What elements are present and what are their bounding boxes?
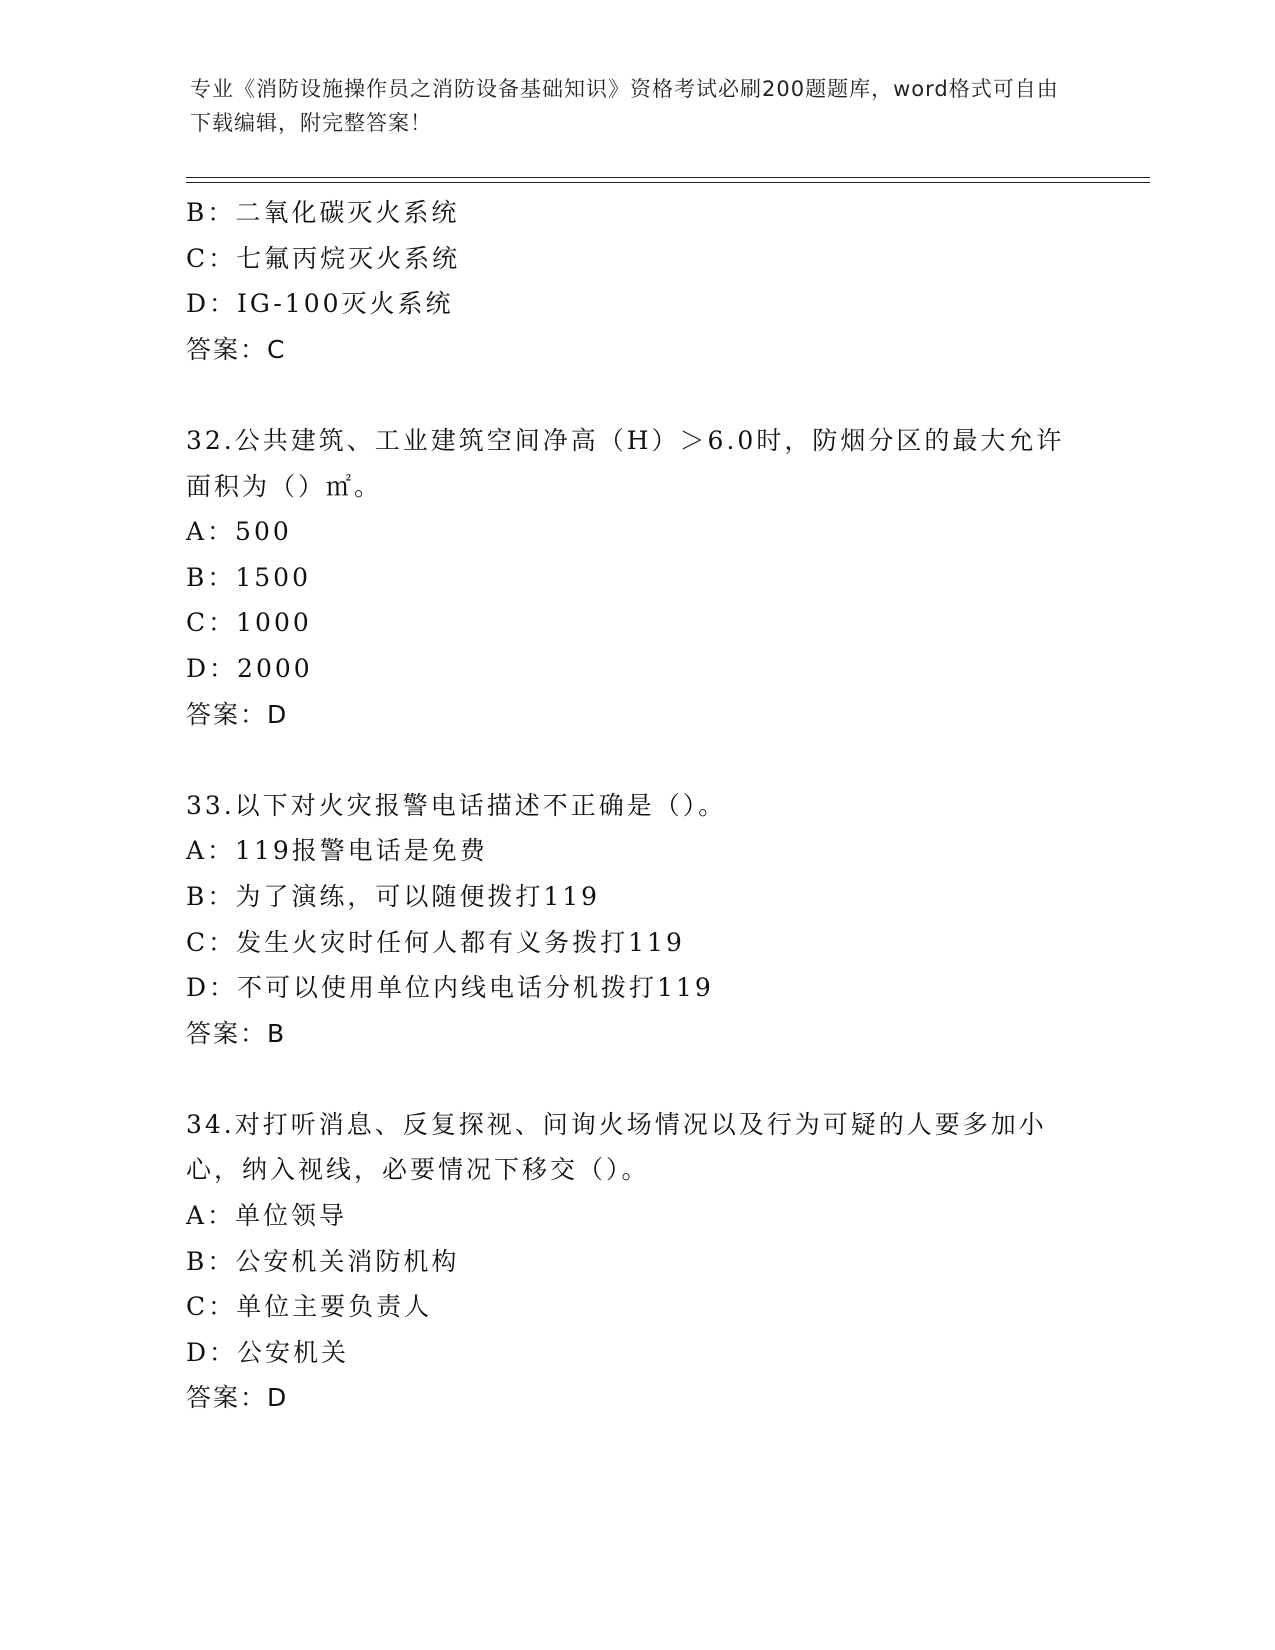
- option-c: C：发生火灾时任何人都有义务拨打119: [186, 927, 685, 957]
- option-d: D：不可以使用单位内线电话分机拨打119: [186, 973, 714, 1003]
- option-b: B：二氧化碳灭火系统: [186, 198, 460, 227]
- option-c: C：七氟丙烷灭火系统: [186, 243, 461, 273]
- option-a: A：单位领导: [186, 1201, 348, 1231]
- answer-line: [186, 1011, 1086, 1057]
- question-33: [186, 783, 1086, 1057]
- option-b: B：1500: [186, 562, 311, 592]
- answer-label: 答案：: [186, 334, 268, 364]
- question-content: [186, 190, 1086, 1421]
- option-b: B：为了演练，可以随便拨打119: [186, 881, 601, 911]
- answer-line: [186, 327, 1086, 373]
- answer-value: D: [267, 1383, 289, 1413]
- question-31-continuation: [186, 190, 1086, 372]
- answer-line: [186, 692, 1086, 738]
- answer-value: C: [267, 334, 287, 364]
- question-stem: 33.以下对火灾报警电话描述不正确是（）。: [186, 790, 727, 820]
- option-d: D：公安机关: [186, 1337, 350, 1367]
- answer-value: B: [267, 1018, 287, 1048]
- option-a: A：119报警电话是免费: [186, 836, 488, 866]
- header-rule-top: [186, 177, 1150, 178]
- answer-line: [186, 1375, 1086, 1421]
- answer-label: 答案：: [186, 1383, 268, 1413]
- question-34: [186, 1102, 1086, 1421]
- option-a: A：500: [186, 517, 292, 547]
- question-stem: 32.公共建筑、工业建筑空间净高（H）＞6.0时，防烟分区的最大允许面积为（）㎡。: [186, 425, 1065, 501]
- answer-value: D: [267, 699, 289, 729]
- spacer: [186, 372, 1086, 418]
- document-header: 专业《消防设施操作员之消防设备基础知识》资格考试必刷200题题库，word格式可自由下载编辑，附完整答案！: [190, 77, 1059, 135]
- option-c: C：1000: [186, 608, 312, 638]
- spacer: [186, 1056, 1086, 1102]
- option-d: D：2000: [186, 653, 313, 683]
- option-c: C：单位主要负责人: [186, 1292, 433, 1322]
- option-b: B：公安机关消防机构: [186, 1246, 460, 1276]
- header-rule-bottom: [186, 182, 1150, 183]
- question-stem: 34.对打听消息、反复探视、问询火场情况以及行为可疑的人要多加小心，纳入视线，必要情况下移交（）。: [186, 1109, 1047, 1185]
- answer-label: 答案：: [186, 699, 268, 729]
- spacer: [186, 737, 1086, 783]
- option-d: D：IG-100灭火系统: [186, 289, 454, 319]
- question-32: [186, 418, 1086, 737]
- answer-label: 答案：: [186, 1018, 268, 1048]
